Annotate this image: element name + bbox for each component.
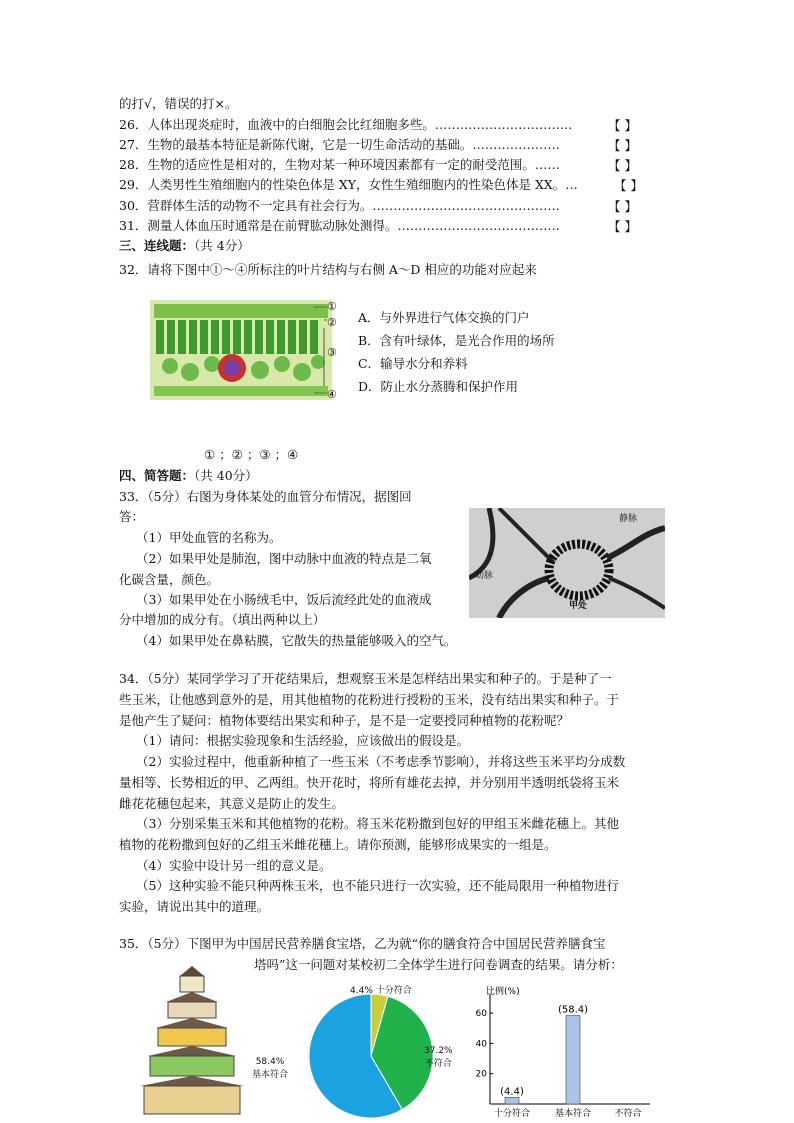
pie-label-a-pct: 4.4% [350, 986, 373, 996]
tf-question: 29．人类男性生殖细胞内的性染色体是 XY，女性生殖细胞内的性染色体是 XX。… [119, 177, 578, 192]
q34-para-2: 些玉米，让他感到意外的是，用其他植物的花粉进行授粉的玉米，没有结出果实和种子。于 [119, 692, 620, 707]
tf-question: 31．测量人体血压时通常是在前臂肱动脉处测得。………………………………… [119, 218, 560, 233]
callout-4: ④ [327, 388, 337, 401]
vein-label: 静脉 [619, 514, 638, 524]
tf-question: 30．营群体生活的动物不一定具有社会行为。……………………………………… [119, 198, 560, 213]
section4-title: 四、简答题： [119, 468, 195, 483]
q33-sub3a: （3）如果甲处在小肠绒毛中，饭后流经此处的血液成 [136, 592, 432, 607]
option-c: C．输导水分和养料 [358, 356, 468, 371]
bar-value-label: (4.4) [500, 1086, 524, 1098]
q33-sub2a: （2）如果甲处是肺泡，图中动脉中血液的特点是二氧 [136, 551, 432, 566]
q33-sub2b: 化碳含量，颜色。 [119, 572, 220, 587]
answer-bracket[interactable]: 【 】 [608, 219, 637, 234]
q32-answer-line: ① ；② ；③ ；④ [204, 447, 299, 462]
food-pyramid-image [140, 966, 245, 1118]
q34-para-3: 是他产生了疑问：植物体要结出果实和种子，是不是一定要授同种植物的花粉呢？ [119, 713, 570, 728]
x-tick-label: 不符合 [614, 1109, 642, 1119]
pie-label-c-name: 基本符合 [252, 1070, 289, 1080]
q33-stem-2: 答： [119, 509, 145, 524]
section3-title: 三、连线题： [119, 238, 195, 253]
section4-heading [119, 467, 258, 485]
x-tick-label: 基本符合 [554, 1109, 592, 1119]
pie-label-c [252, 1057, 288, 1080]
q33-stem-1: 33．（5分）右图为身体某处的血管分布情况，据图回 [119, 489, 412, 504]
section4-score: （共 40分） [194, 468, 258, 483]
section3-heading [119, 237, 250, 255]
option-d: D．防止水分蒸腾和保护作用 [358, 379, 519, 394]
y-tick-label: 20 [475, 1069, 487, 1080]
option-a: A．与外界进行气体交换的门户 [358, 310, 530, 325]
answer-bracket[interactable]: 【 】 [608, 158, 637, 173]
bar-value-label: (58.4) [557, 1004, 589, 1016]
blood-vessel-image [469, 508, 665, 618]
vessel-drawing [469, 508, 665, 618]
bar-chart [460, 978, 660, 1120]
q34-sub5a: （5）这种实验不能只种两株玉米，也不能只进行一次实验，还不能局限用一种植物进行 [136, 878, 619, 893]
q35-line-2: 塔吗”这一问题对某校初二全体学生进行问卷调查的结果。请分析： [254, 957, 623, 972]
x-tick-label: 十分符合 [493, 1109, 531, 1119]
bar [505, 1097, 519, 1104]
y-axis-label: 比例(%) [486, 987, 520, 997]
pie-label-c-pct: 58.4% [255, 1057, 285, 1067]
pie-label-b [424, 1046, 453, 1069]
answer-bracket[interactable]: 【 】 [608, 199, 637, 214]
y-tick-label: 40 [475, 1039, 487, 1050]
tf-question: 26．人体出现炎症时，血液中的白细胞会比红细胞多些。…………………………… [119, 117, 573, 132]
q33-sub3b: 分中增加的成分有。（填出两种以上） [119, 612, 326, 627]
q34-sub3a: （3）分别采集玉米和其他植物的花粉。将玉米花粉撒到包好的甲组玉米雌花穗上。其他 [136, 816, 619, 831]
q34-sub3b: 植物的花粉撒到包好的乙组玉米雌花穗上。请你预测，能够形成果实的一组是。 [119, 837, 557, 852]
tf-intro: 的打√，错误的打×。 [119, 96, 238, 111]
q34-sub2c: 雌花花穗包起来，其意义是防止的发生。 [119, 796, 345, 811]
answer-bracket[interactable]: 【 】 [608, 118, 637, 133]
callout-3: ③ [327, 346, 337, 359]
y-tick-label: 60 [475, 1009, 487, 1020]
callout-1: ① [327, 300, 337, 313]
section3-score: （共 4分） [194, 238, 250, 253]
q35-line-1: 35．（5分）下图甲为中国居民营养膳食宝塔，乙为就“你的膳食符合中国居民营养膳食宝 [119, 936, 606, 951]
q34-sub2a: （2）实验过程中，他重新种植了一些玉米（不考虑季节影响），并将这些玉米平均分成数 [136, 754, 626, 769]
q34-sub5b: 实验，请说出其中的道理。 [119, 899, 270, 914]
bar [566, 1016, 580, 1104]
q34-para-1: 34．（5分）某同学学习了开花结果后，想观察玉米是怎样结出果实和种子的。于是种了一 [119, 671, 612, 686]
tf-question: 28．生物的适应性是相对的，生物对某一种环境因素都有一定的耐受范围。…… [119, 157, 560, 172]
q34-sub2b: 量相等、长势相近的甲、乙两组。快开花时，将所有雄花去掉，并分别用半透明纸袋将玉米 [119, 775, 620, 790]
pie-label-a-name: 十分符合 [375, 986, 412, 996]
q34-sub1: （1）请问：根据实验现象和生活经验，应该做出的假设是。 [136, 733, 469, 748]
answer-bracket[interactable]: 【 】 [608, 138, 637, 153]
tf-question: 27．生物的最基本特征是新陈代谢，它是一切生命活动的基础。………………… [119, 137, 560, 152]
site-label: 甲处 [569, 601, 588, 611]
leaf-cross-section-image [150, 300, 332, 400]
pie-label-a [350, 983, 412, 996]
q32-stem: 32．请将下图中①～④所标注的叶片结构与右侧 A～D 相应的功能对应起来 [119, 262, 537, 277]
q33-sub1: （1）甲处血管的名称为。 [136, 530, 282, 545]
pie-label-b-pct: 37.2% [424, 1046, 453, 1056]
artery-label: 动脉 [475, 571, 494, 581]
q34-sub4: （4）实验中设计另一组的意义是。 [136, 858, 332, 873]
q33-sub4: （4）如果甲处在鼻粘膜，它散失的热量能够吸入的空气。 [136, 633, 457, 648]
callout-bracket [314, 300, 328, 396]
option-b: B．含有叶绿体，是光合作用的场所 [358, 333, 555, 348]
pie-label-b-name: 不符合 [424, 1059, 452, 1069]
callout-2: ② [327, 316, 337, 329]
answer-bracket[interactable]: 【 】 [614, 178, 643, 193]
